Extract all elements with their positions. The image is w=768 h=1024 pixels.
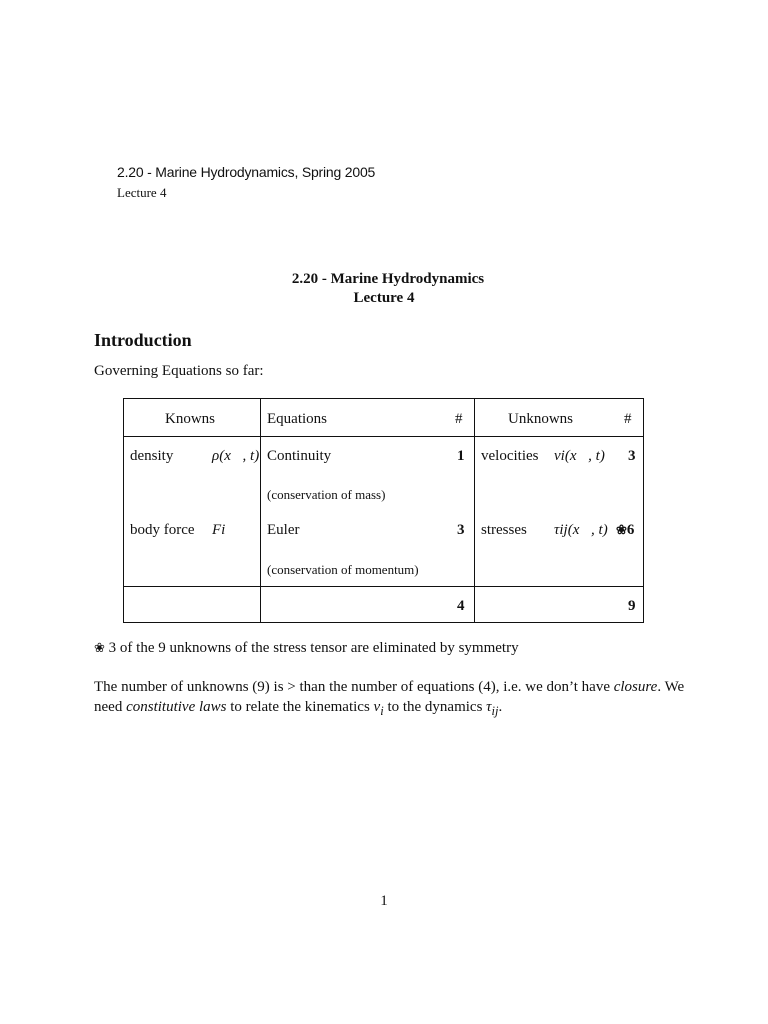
table-divider [474,399,475,622]
header-unknowns: Unknowns [508,411,574,427]
equation-count: 3 [457,522,465,538]
page-title [0,270,768,308]
unknown-name: velocities [481,448,539,464]
symbol-v [373,699,384,718]
symmetry-marker-icon: ❀ [94,640,105,655]
equations-table [123,398,644,623]
unknown-symbol: vi(x⃗, t) [554,448,605,464]
symbol-v-subscript: i [380,704,384,718]
equation-note: (conservation of momentum) [267,562,419,577]
unknown-count: 6 [626,522,635,538]
unknown-symbol: τij(x⃗, t) [554,522,608,538]
symbol-v-base: v [373,699,381,715]
table-divider [124,436,643,437]
symbol-tau-base: τ [486,699,492,715]
running-header-lecture: Lecture 4 [117,185,167,200]
equation-name: Continuity [267,448,332,464]
symbol-tau [486,699,499,718]
symbol-tau-subscript: ij [491,704,499,718]
page-number: 1 [380,893,388,909]
total-unknowns: 9 [628,598,636,614]
known-symbol: Fi [212,522,226,538]
known-symbol: ρ(x⃗, t) [212,448,260,464]
equation-count: 1 [457,448,465,464]
title-line-2: Lecture 4 [353,290,415,306]
known-name: body force [130,522,195,538]
paragraph-text: The number of unknowns (9) is > than the number of equations (4), i.e. we don’t have [94,679,610,695]
paragraph-text: . [498,699,503,715]
title-line-1: 2.20 - Marine Hydrodynamics [291,271,485,287]
running-header-course: 2.20 - Marine Hydrodynamics, Spring 2005 [117,164,376,180]
footnote-text: 3 of the 9 unknowns of the stress tensor are eliminated by symmetry [108,640,519,656]
header-equations: Equations [267,411,327,427]
header-eq-count: # [455,411,463,427]
unknown-count-cell [616,522,634,539]
unknown-count: 3 [628,448,636,464]
unknown-name: stresses [481,522,527,538]
symmetry-marker-icon: ❀ [616,522,627,537]
equation-name: Euler [267,522,300,538]
term-closure: closure [613,679,658,695]
table-divider [124,586,643,587]
section-heading: Introduction [94,330,192,350]
footnote [94,640,519,657]
paragraph-text: to relate the kinematics [226,699,374,715]
paragraph-text: to the dynamics [383,699,487,715]
intro-text: Governing Equations so far: [94,363,264,379]
header-knowns: Knowns [165,411,216,427]
table-divider [260,399,261,622]
closure-paragraph [94,677,694,721]
paragraph-text: . We need [94,679,685,715]
known-name: density [130,448,174,464]
total-equations: 4 [457,598,465,614]
equation-note: (conservation of mass) [267,487,386,502]
term-constitutive-laws: constitutive laws [126,699,227,715]
header-unk-count: # [624,411,632,427]
